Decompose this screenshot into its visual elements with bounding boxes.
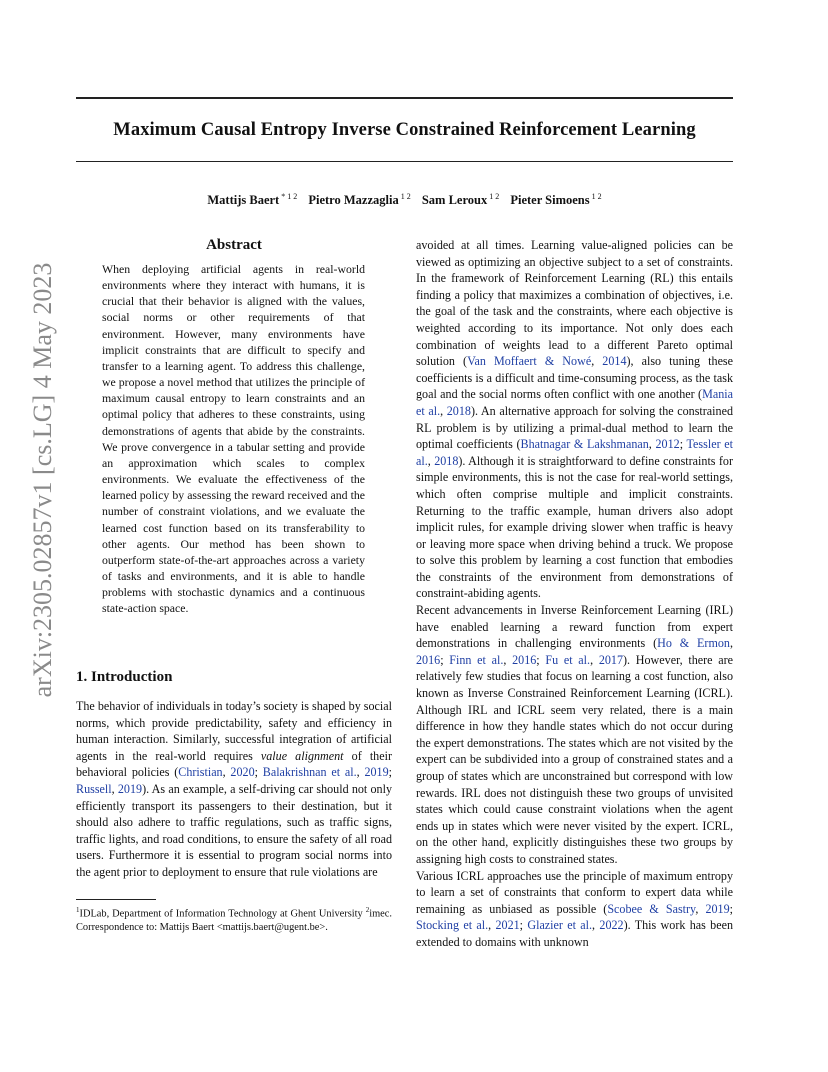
citation-link[interactable]: Balakrishnan et al.	[262, 765, 357, 780]
author-list	[76, 192, 733, 208]
author	[422, 193, 499, 207]
citation-link[interactable]: 2019	[117, 781, 143, 796]
author	[510, 193, 601, 207]
intro-paragraph-3: Various ICRL approaches use the principle of maximum entropy to learn a set of constraints that conform to expert data while remaining as unbiased as possible (Scobee & Sastry, 2019; Stocking et al., 2021; Glazier et al., 2022). This work has been extended to domains with unknown	[416, 868, 733, 949]
intro-paragraph-2: Recent advancements in Inverse Reinforcement Learning (IRL) have enabled learning a reward function from expert demonstrations in challenging environments (Ho & Ermon, 2016; Finn et al., 2016; Fu et al., 2017). However, there are relatively few studies that focus on learning a cost function, also known as Inverse Constrained Reinforcement Learning (ICRL). Although IRL and ICRL seem very related, there is a main difference in how they handle states which do not occur during the expert demonstrations. The states which are not visited by the expert can be subdivided into a group of constrained states and a group of states which are unconstrained but correspond with low rewards. IRL does not distinguish these two groups of unvisited states which could cause constraint violations when the agent ends up in states which were never visited by the expert. ICRL, on the other hand, explicitly distinguishes these two groups by assigning high costs to constrained states.	[416, 603, 733, 866]
citation-link[interactable]: 2022	[599, 918, 624, 933]
author	[207, 193, 297, 207]
citation-link[interactable]: 2012	[655, 437, 680, 452]
introduction-body-right	[416, 237, 733, 951]
citation-link[interactable]: 2018	[434, 453, 459, 468]
citation-link[interactable]: Stocking et al.	[416, 918, 489, 933]
citation-link[interactable]: Christian	[178, 765, 223, 780]
author-affiliation-marks: 1 2	[591, 192, 602, 201]
citation-link[interactable]: Fu et al.	[545, 652, 591, 667]
title-bottom-rule	[76, 161, 733, 162]
affiliation-footnote: $^1$IDLab, Department of Information Technology at Ghent University $^2$imec. Correspondence to: Mattijs Baert <mattijs.baert@ugent.be>.	[76, 906, 392, 934]
citation-link[interactable]: Mania et al.	[416, 387, 733, 418]
intro-paragraph-1-start: The behavior of individuals in today’s society is shaped by social norms, which provide predictability, safety and efficiency in human interaction. Similarly, successful integration of artificial agents in the real-world requires value alignment of their behavioral policies (Christian, 2020; Balakrishnan et al., 2019; Russell, 2019). As an example, a self-driving car should not only efficiently transport its passengers to their destination, but it should also adhere to traffic regulations, such as traffic signs, traffic lights, and road conditions, to ensure the safety of all road users. Furthermore it is essential to program social norms into the agent prior to deployment to ensure that rule violations are	[76, 699, 393, 879]
author-name: Pieter Simoens	[510, 193, 590, 207]
title-top-rule	[76, 97, 733, 99]
citation-link[interactable]: Ho & Ermon	[657, 636, 730, 651]
citation-link[interactable]: Glazier et al.	[527, 918, 593, 933]
citation-link[interactable]: Russell	[76, 781, 112, 796]
author-affiliation-marks: 1 2	[489, 192, 500, 201]
author-affiliation-marks: * 1 2	[281, 192, 298, 201]
citation-link[interactable]: 2019	[364, 765, 389, 780]
author-affiliation-marks: 1 2	[400, 192, 411, 201]
citation-link[interactable]: Scobee & Sastry	[607, 901, 696, 916]
citation-link[interactable]: 2014	[602, 354, 627, 369]
citation-link[interactable]: 2016	[512, 652, 537, 667]
citation-link[interactable]: 2018	[446, 403, 471, 418]
introduction-heading: 1. Introduction	[76, 669, 173, 685]
emphasis-value-alignment: value alignment	[260, 748, 344, 763]
citation-link[interactable]: 2020	[230, 765, 255, 780]
abstract-text: When deploying artificial agents in real-world environments where they interact with humans, it is crucial that their behavior is aligned with the values, social norms or other requirements of that environment. However, many environments have implicit constraints that are difficult to specify and transfer to a learning agent. To address this challenge, we propose a novel method that utilizes the principle of maximum causal entropy to learn constraints and an optimal policy that adheres to these constraints, using demonstrations of agents that abide by the constraints. We prove convergence in a tabular setting and provide an approximation which scales to complex environments. We evaluate the effectiveness of the learned policy by assessing the reward received and the number of constraint violations, and we evaluate the learned cost function based on its transferability to other agents. Our method has been shown to outperform state-of-the-art approaches across a variety of tasks and environments, and it is able to handle problems with stochastic dynamics and a continuous state-action space.	[102, 262, 365, 616]
intro-paragraph-1-continued: avoided at all times. Learning value-aligned policies can be viewed as optimizing an objective subject to a set of constraints. In the framework of Reinforcement Learning (RL) this entails finding a policy that maximizes a combination of objectives, i.e. the goal of the task and the constraints, where each objective is weighted according to its importance. Not only does each combination of weights lead to a different Pareto optimal solution (Van Moffaert & Nowé, 2014), also tuning these coefficients is a difficult and time-consuming process, as the task goal and the social norms often conflict with one another (Mania et al., 2018). An alternative approach for solving the constrained RL problem is by utilizing a primal-dual method to learn the optimal coefficients (Bhatnagar & Lakshmanan, 2012; Tessler et al., 2018). Although it is straightforward to define constraints for simple environments, this is not the case for real-world settings, which often comprise multiple and implicit constraints. Returning to the traffic example, human drivers also adopt implicit rules, for example driving slower when traffic is heavy or leaving more space when driving behind a truck. We propose to solve this problem by learning a cost function that embodies the constraints of the environment from demonstrations of constraint-abiding agents.	[416, 238, 734, 601]
citation-link[interactable]: 2021	[495, 918, 520, 933]
citation-link[interactable]: Tessler et al.	[416, 437, 733, 468]
citation-link[interactable]: Van Moffaert & Nowé	[467, 354, 592, 369]
citation-link[interactable]: 2017	[598, 652, 623, 667]
abstract-heading: Abstract	[206, 237, 262, 253]
citation-link[interactable]: Finn et al.	[449, 652, 504, 667]
citation-link[interactable]: Bhatnagar & Lakshmanan	[520, 437, 649, 452]
author-name: Mattijs Baert	[207, 193, 280, 207]
abstract-section	[76, 234, 392, 616]
author-name: Pietro Mazzaglia	[308, 193, 399, 207]
paper-title: Maximum Causal Entropy Inverse Constrained Reinforcement Learning	[113, 120, 696, 140]
author	[308, 193, 410, 207]
citation-link[interactable]: 2019	[705, 901, 730, 916]
citation-link[interactable]: 2016	[416, 652, 441, 667]
author-name: Sam Leroux	[421, 193, 488, 207]
arxiv-identifier-stamp: arXiv:2305.02857v1 [cs.LG] 4 May 2023	[28, 262, 57, 698]
footnote-rule	[76, 899, 156, 900]
introduction-body-left	[76, 698, 392, 881]
